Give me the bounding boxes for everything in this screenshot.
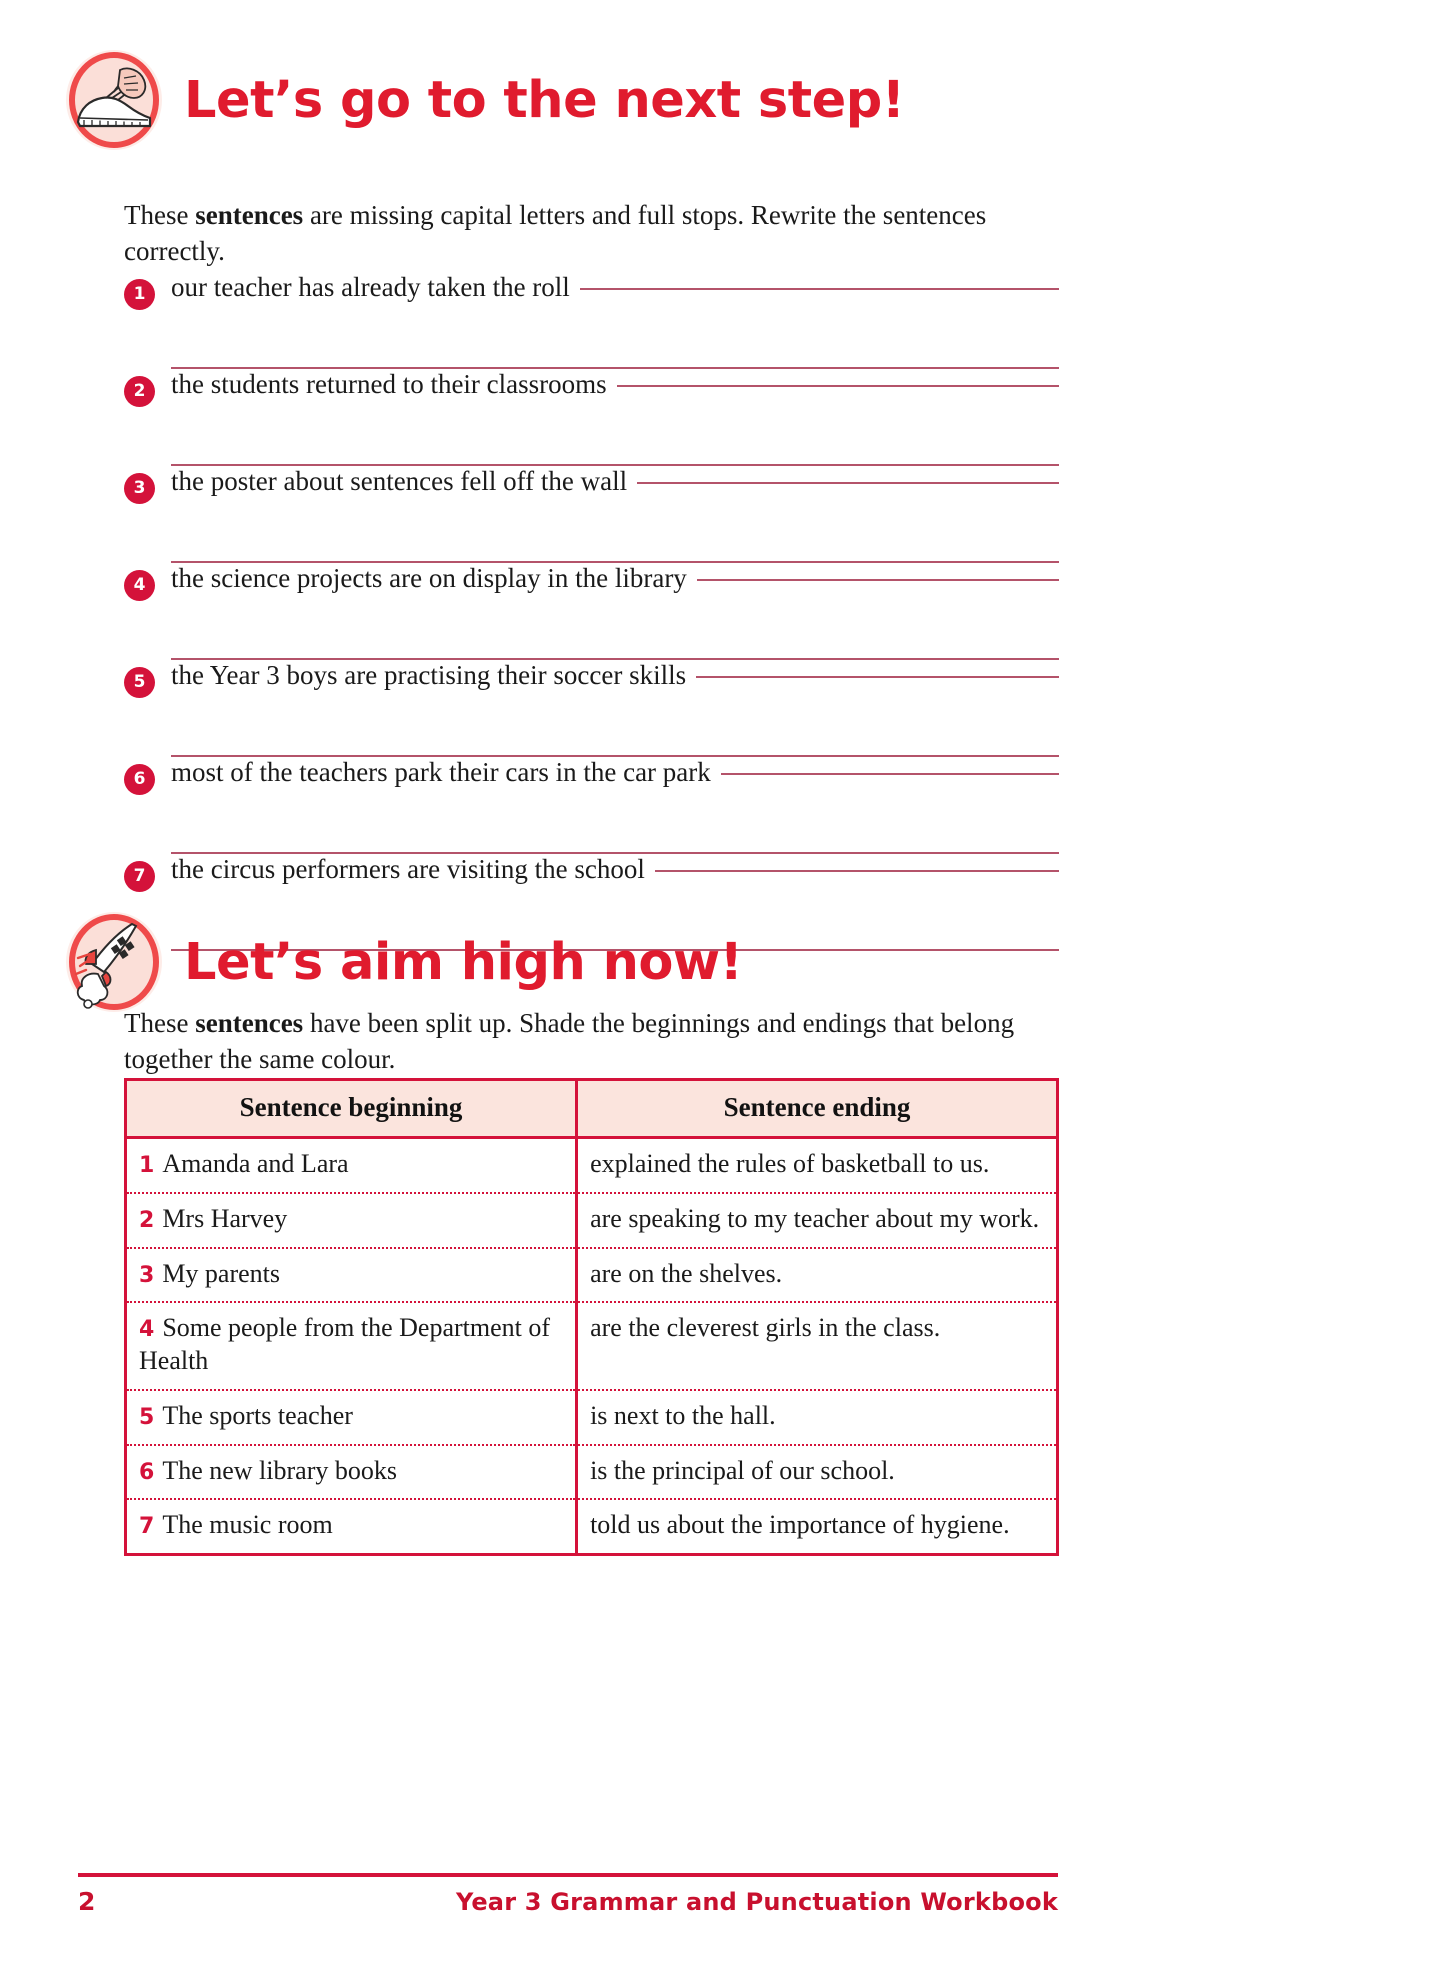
column-header-beginning: Sentence beginning [126,1080,577,1138]
row-number: 7 [139,1514,155,1540]
item-text: the poster about sentences fell off the wall [171,466,628,496]
ending-cell[interactable]: are on the shelves. [577,1248,1058,1303]
item-number: 2 [124,376,155,407]
beginning-text: The new library books [162,1455,397,1485]
item-number: 1 [124,279,155,310]
exercise-item [124,757,1059,854]
answer-line[interactable] [721,773,1059,775]
table-row[interactable] [126,1499,1058,1554]
answer-line[interactable] [697,579,1059,581]
exercise-item [124,369,1059,466]
instruction-keyword: sentences [195,1008,304,1038]
answer-line-second[interactable] [171,598,1059,660]
ending-cell[interactable]: is next to the hall. [577,1390,1058,1445]
answer-line-second[interactable] [171,307,1059,369]
item-number: 5 [124,667,155,698]
answer-line-second[interactable] [171,695,1059,757]
table-row[interactable] [126,1138,1058,1193]
item-text: the science projects are on display in the library [171,563,687,593]
ending-cell[interactable]: explained the rules of basketball to us. [577,1138,1058,1193]
row-number: 6 [139,1459,155,1485]
answer-line[interactable] [696,676,1059,678]
beginning-cell[interactable] [126,1248,577,1303]
item-number: 7 [124,861,155,892]
matching-table [124,1078,1059,1556]
ending-cell[interactable]: is the principal of our school. [577,1445,1058,1500]
answer-line[interactable] [580,288,1059,290]
column-header-ending: Sentence ending [577,1080,1058,1138]
section-1-title: Let’s go to the next step! [184,70,905,130]
beginning-cell[interactable] [126,1445,577,1500]
exercise-item [124,272,1059,369]
table-row[interactable] [126,1193,1058,1248]
row-number: 2 [139,1207,155,1233]
beginning-text: The music room [162,1510,333,1540]
shoe-lacing-icon [62,48,166,152]
beginning-text: The sports teacher [162,1400,353,1430]
answer-line-second[interactable] [171,404,1059,466]
item-text: the circus performers are visiting the school [171,854,645,884]
table-row[interactable] [126,1445,1058,1500]
beginning-cell[interactable] [126,1138,577,1193]
item-number: 6 [124,764,155,795]
answer-line[interactable] [617,385,1059,387]
item-text: the students returned to their classrooms [171,369,607,399]
answer-line[interactable] [655,870,1059,872]
matching-table-wrapper [124,1078,1059,1556]
beginning-text: Amanda and Lara [162,1149,349,1178]
item-text: the Year 3 boys are practising their soccer skills [171,660,687,690]
section-2-instruction [124,1005,1059,1077]
section-2-title: Let’s aim high now! [184,932,743,992]
beginning-cell[interactable] [126,1499,577,1554]
answer-line-second[interactable] [171,792,1059,854]
beginning-text: Some people from the Department of Health [139,1313,551,1375]
footer-book-title: Year 3 Grammar and Punctuation Workbook [455,1888,1058,1916]
row-number: 5 [139,1404,155,1430]
instruction-keyword: sentences [195,200,304,230]
section-2-header [62,910,742,1014]
row-number: 3 [139,1262,155,1288]
table-row[interactable] [126,1390,1058,1445]
ending-cell[interactable]: told us about the importance of hygiene. [590,1510,1010,1540]
item-text: our teacher has already taken the roll [171,272,570,302]
rocket-icon [62,910,166,1014]
beginning-cell[interactable] [126,1302,577,1390]
page-number: 2 [78,1887,96,1916]
exercise-item [124,563,1059,660]
table-header-row [126,1080,1058,1138]
item-number: 4 [124,570,155,601]
beginning-cell[interactable] [126,1193,577,1248]
row-number: 1 [139,1153,155,1178]
section-1-instruction [124,197,1054,269]
beginning-cell[interactable] [126,1390,577,1445]
table-row[interactable] [126,1248,1058,1303]
exercise-list [124,272,1059,951]
instruction-prefix: These [124,200,196,230]
item-text: most of the teachers park their cars in the car park [171,757,711,787]
ending-cell[interactable]: are the cleverest girls in the class. [577,1302,1058,1390]
page-footer [78,1873,1058,1916]
answer-line[interactable] [637,482,1059,484]
ending-cell[interactable]: are speaking to my teacher about my work. [577,1193,1058,1248]
item-number: 3 [124,473,155,504]
instruction-suffix: have been split up. Shade the beginnings and endings that belong together the same colour. [124,1008,1015,1075]
answer-line-second[interactable] [171,501,1059,563]
table-row[interactable] [126,1302,1058,1390]
beginning-text: My parents [162,1258,281,1288]
exercise-item [124,660,1059,757]
section-1-header [62,48,904,152]
beginning-text: Mrs Harvey [162,1203,288,1233]
instruction-suffix: are missing capital letters and full stops. Rewrite the sentences correctly. [124,200,987,267]
row-number: 4 [139,1317,155,1343]
instruction-prefix: These [124,1008,196,1038]
exercise-item [124,466,1059,563]
